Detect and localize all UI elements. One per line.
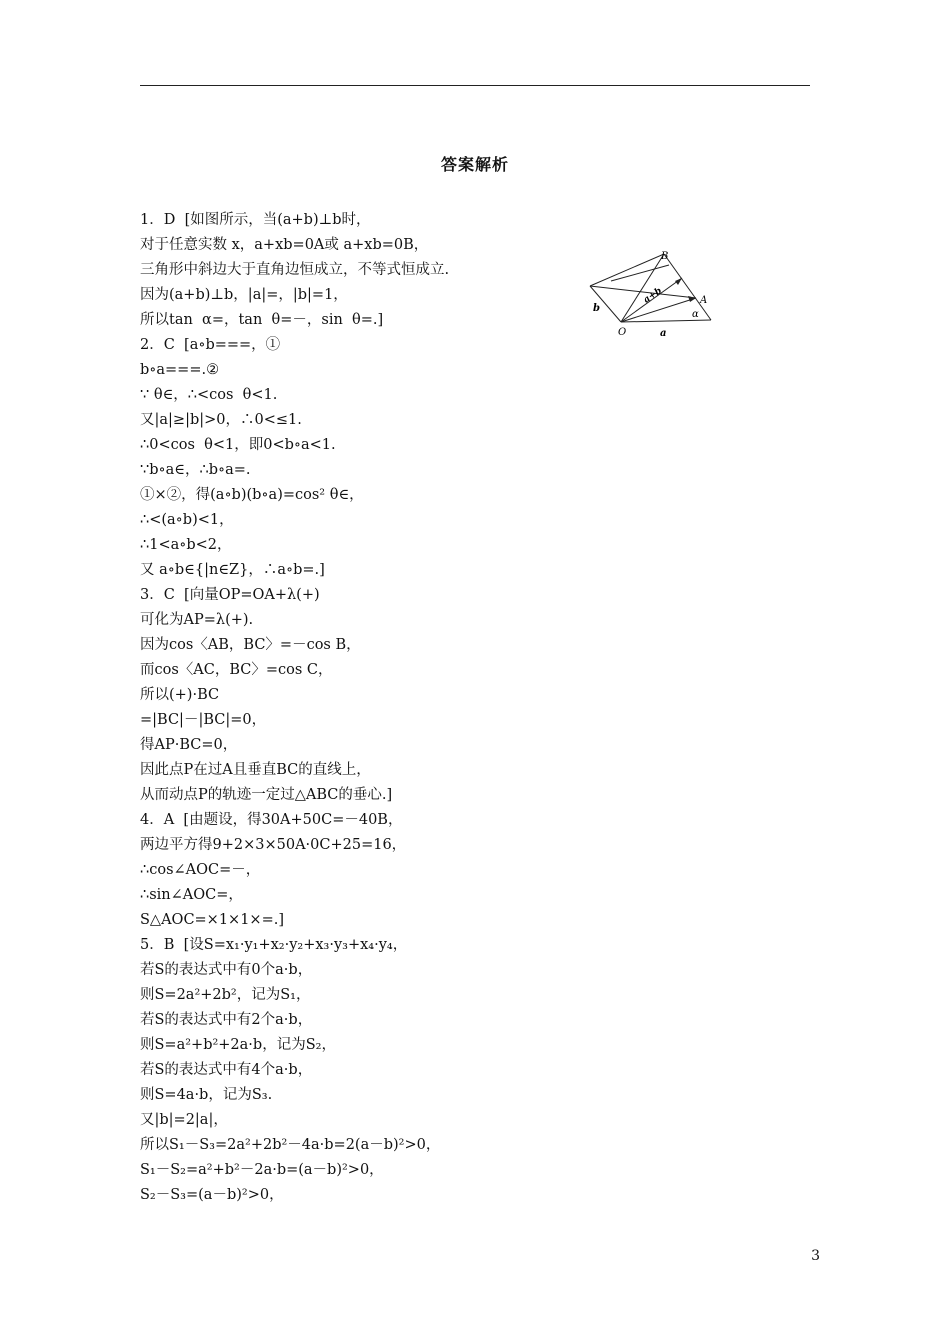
text-line: 4．A [由题设，得30A+50C=－40B，: [140, 812, 403, 828]
text-line: 2．C [a∘b===，①: [140, 337, 281, 353]
text-line: 若S的表达式中有0个a·b，: [140, 962, 313, 978]
label-a-plus-b: a+b: [641, 285, 664, 306]
vector-a-line: [621, 320, 711, 322]
text-line: 而cos〈AC，BC〉=cos C，: [140, 662, 333, 678]
page-title: 答案解析: [440, 155, 509, 174]
text-line: 若S的表达式中有2个a·b，: [140, 1012, 313, 1028]
text-line: 3．C [向量OP=OA+λ(+): [140, 587, 320, 603]
label-alpha: α: [692, 309, 699, 320]
page-number: 3: [811, 1248, 820, 1264]
text-line: 可化为AP=λ(+).: [140, 612, 254, 628]
label-O: O: [618, 327, 627, 338]
parallelogram-top-line: [590, 254, 664, 286]
text-line: ∴1<a∘b<2，: [140, 537, 232, 553]
label-b: b: [593, 303, 600, 314]
text-line: 因为(a+b)⊥b，|a|=，|b|=1，: [140, 287, 348, 303]
text-line: b∘a===.②: [140, 362, 220, 378]
text-line: 又 a∘b∈{|n∈Z}，∴a∘b=.]: [140, 562, 325, 578]
text-line: 则S=4a·b，记为S₃.: [140, 1087, 273, 1103]
text-line: 所以S₁－S₃=2a²+2b²－4a·b=2(a－b)²>0，: [140, 1137, 441, 1153]
parallelogram-right-line: [664, 254, 711, 320]
text-line: 又|a|≥|b|>0，∴0<≤1.: [140, 412, 302, 428]
label-B: B: [661, 251, 669, 262]
text-line: S△AOC=×1×1×=.]: [140, 912, 285, 928]
text-line: 两边平方得9+2×3×50A·0C+25=16，: [140, 837, 407, 853]
text-line: 所以(+)·BC: [140, 687, 220, 703]
text-line: 从而动点P的轨迹一定过△ABC的垂心.]: [140, 787, 393, 803]
text-line: ∵ θ∈，∴<cos θ<1.: [140, 387, 278, 403]
text-line: S₁－S₂=a²+b²－2a·b=(a－b)²>0，: [140, 1162, 384, 1178]
text-line: ①×②，得(a∘b)(b∘a)=cos² θ∈，: [140, 487, 364, 503]
answer-body: [140, 208, 580, 1208]
text-line: 因此点P在过A且垂直BC的直线上，: [140, 762, 371, 778]
text-line: ∵b∘a∈，∴b∘a=.: [140, 462, 251, 478]
text-line: 三角形中斜边大于直角边恒成立，不等式恒成立.: [140, 262, 450, 278]
text-line: 若S的表达式中有4个a·b，: [140, 1062, 313, 1078]
text-line: 则S=a²+b²+2a·b，记为S₂，: [140, 1037, 336, 1053]
label-A: A: [700, 295, 708, 306]
header-rule: [140, 85, 810, 86]
vector-diagram: [584, 245, 724, 340]
text-line: 则S=2a²+2b²，记为S₁，: [140, 987, 311, 1003]
text-line: 因为cos〈AB，BC〉=－cos B，: [140, 637, 361, 653]
label-a: a: [660, 328, 667, 339]
text-line: 又|b|=2|a|，: [140, 1112, 228, 1128]
text-line: 5．B [设S=x₁·y₁+x₂·y₂+x₃·y₃+x₄·y₄，: [140, 937, 408, 953]
text-line: ∴0<cos θ<1，即0<b∘a<1.: [140, 437, 336, 453]
text-line: ∴cos∠AOC=－，: [140, 862, 261, 878]
text-line: ∴<(a∘b)<1，: [140, 512, 234, 528]
text-line: 对于任意实数 x，a+xb=0A或 a+xb=0B，: [140, 237, 429, 253]
vector-a-plus-b-line: [621, 298, 696, 322]
text-line: S₂－S₃=(a－b)²>0，: [140, 1187, 284, 1203]
text-line: =|BC|－|BC|=0，: [140, 712, 267, 728]
text-line: ∴sin∠AOC=，: [140, 887, 243, 903]
text-line: 所以tan α=，tan θ=－，sin θ=.]: [140, 312, 384, 328]
text-line: 得AP·BC=0，: [140, 737, 238, 753]
text-line: 1．D [如图所示，当(a+b)⊥b时，: [140, 212, 371, 228]
arrowhead-oa: [675, 278, 682, 285]
